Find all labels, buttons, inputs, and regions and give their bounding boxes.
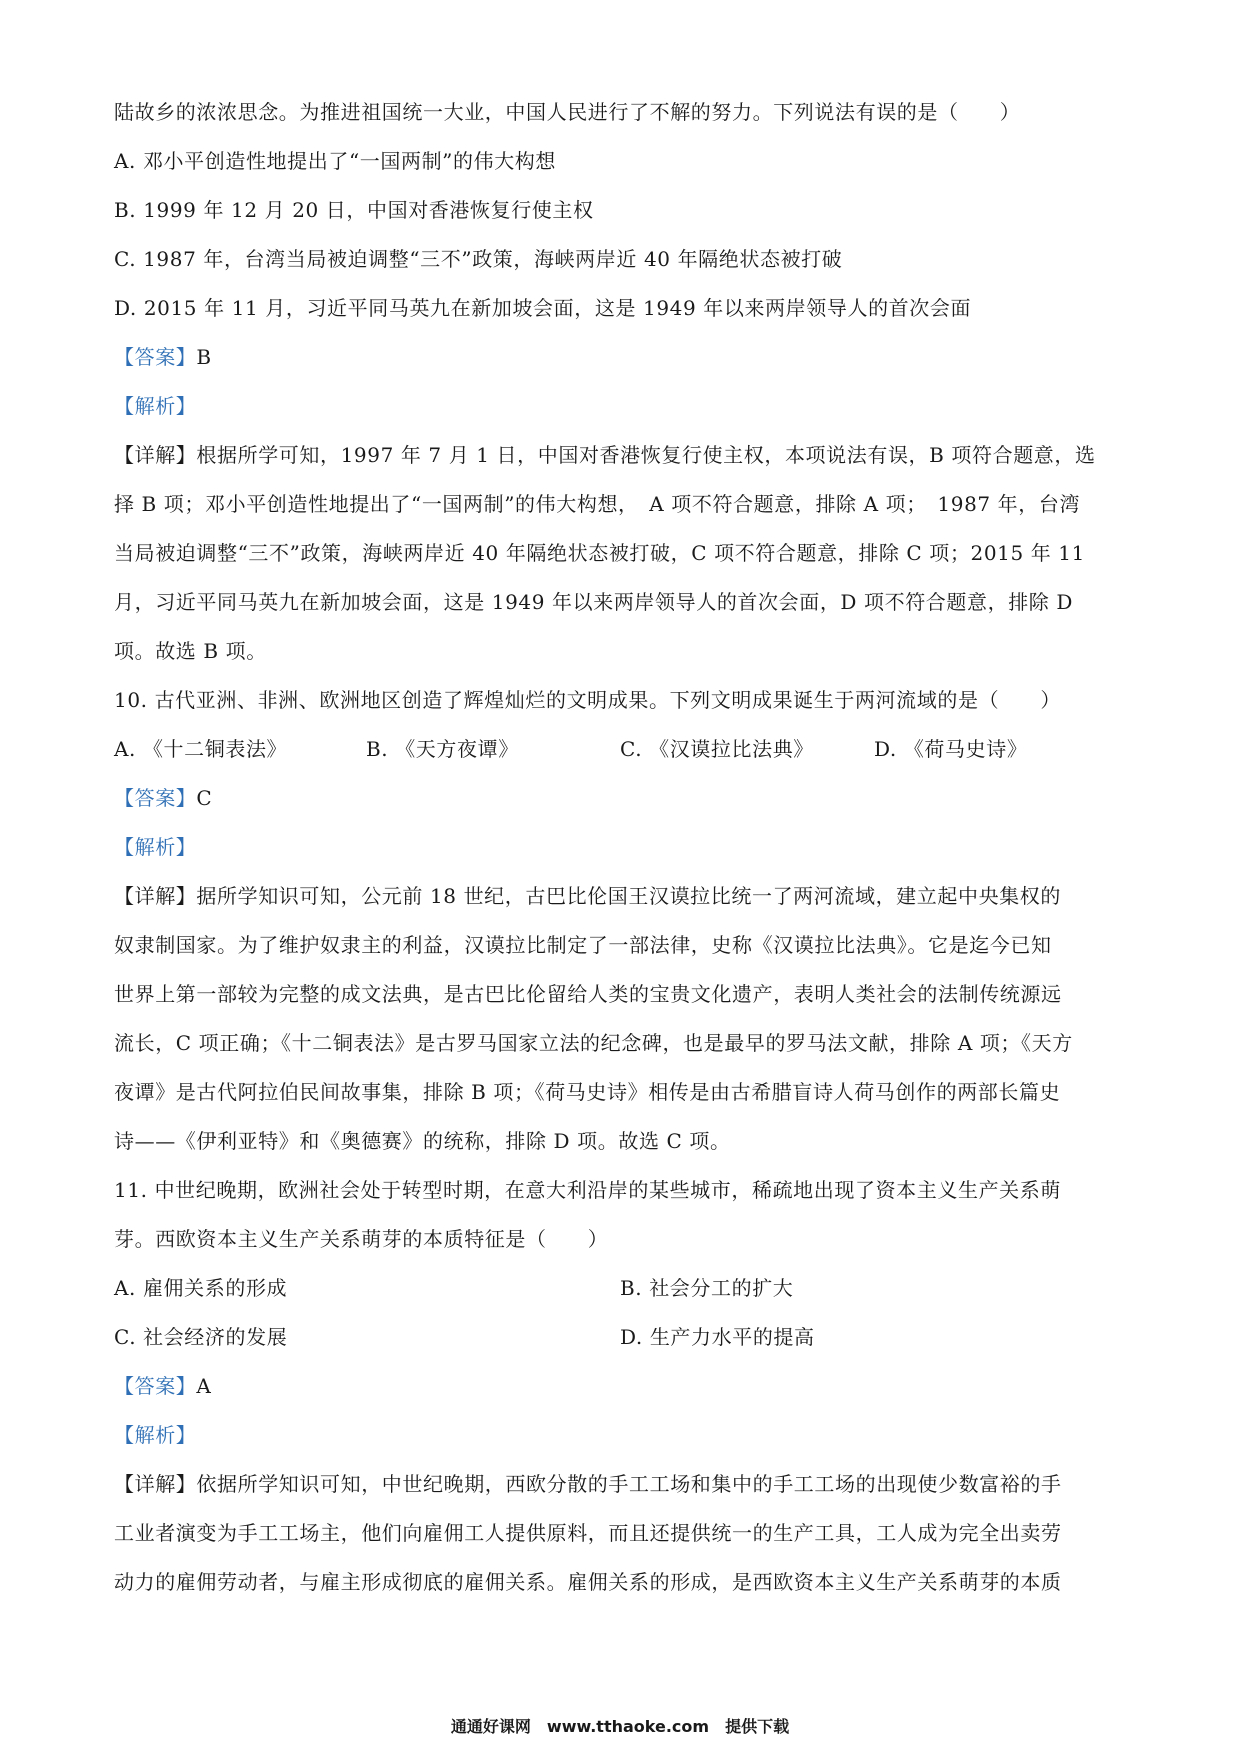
q9-option-b: B. 1999 年 12 月 20 日，中国对香港恢复行使主权 <box>114 198 594 222</box>
q11-options-row <box>114 1272 1126 1321</box>
q11-analysis <box>114 1419 1126 1468</box>
detail-line: 世界上第一部较为完整的成文法典，是古巴比伦留给人类的宝贵文化遗产，表明人类社会的法制传统源远 <box>114 982 1062 1006</box>
q9-option-a: A. 邓小平创造性地提出了“一国两制”的伟大构想 <box>114 149 557 173</box>
q10-option-a: A. 《十二铜表法》 <box>114 737 288 761</box>
q10-analysis <box>114 831 1126 880</box>
q11-answer <box>114 1370 1126 1419</box>
q10-option-b: B. 《天方夜谭》 <box>366 737 519 761</box>
question-11 <box>114 1174 1126 1615</box>
q9-option-d: D. 2015 年 11 月，习近平同马英九在新加坡会面，这是 1949 年以来两岸领导人的首次会面 <box>114 296 972 320</box>
detail-line: 流长，C 项正确；《十二铜表法》是古罗马国家立法的纪念碑，也是最早的罗马法文献，排除 A 项；《天方 <box>114 1031 1073 1055</box>
detail-line <box>114 1468 1126 1517</box>
detail-line: 工业者演变为手工工场主，他们向雇佣工人提供原料，而且还提供统一的生产工具，工人成为完全出卖劳 <box>114 1521 1062 1545</box>
detail-line <box>114 439 1126 488</box>
detail-tag: 【详解】 <box>114 1472 197 1496</box>
q9-stem-tail: 陆故乡的浓浓思念。为推进祖国统一大业，中国人民进行了不解的努力。下列说法有误的是（ ） <box>114 100 1021 124</box>
answer-value: A <box>196 1374 212 1398</box>
answer-value: B <box>196 345 212 369</box>
detail-line: 择 B 项；邓小平创造性地提出了“一国两制”的伟大构想， A 项不符合题意，排除 A 项； 1987 年，台湾 <box>114 492 1081 516</box>
q10-option-d: D. 《荷马史诗》 <box>874 737 1028 761</box>
q11-option-b: B. 社会分工的扩大 <box>620 1276 794 1300</box>
q11-detail <box>114 1468 1126 1615</box>
analysis-tag: 【解析】 <box>114 835 197 859</box>
detail-tag: 【详解】 <box>114 443 197 467</box>
q9-detail <box>114 439 1126 684</box>
analysis-tag: 【解析】 <box>114 394 197 418</box>
answer-value: C <box>196 786 213 810</box>
q11-option-a: A. 雇佣关系的形成 <box>114 1276 288 1300</box>
document-page <box>114 96 1126 1615</box>
q10-option-c: C. 《汉谟拉比法典》 <box>620 737 814 761</box>
analysis-tag: 【解析】 <box>114 1423 197 1447</box>
q11-stem-line: 芽。西欧资本主义生产关系萌芽的本质特征是（ ） <box>114 1227 609 1251</box>
page-footer: 通通好课网 www.tthaoke.com 提供下载 <box>450 1717 790 1736</box>
q9-answer <box>114 341 1126 390</box>
question-10 <box>114 684 1126 1174</box>
q11-option-d: D. 生产力水平的提高 <box>620 1325 815 1349</box>
q10-detail <box>114 880 1126 1174</box>
detail-line <box>114 880 1126 929</box>
detail-text: 据所学知识可知，公元前 18 世纪，古巴比伦国王汉谟拉比统一了两河流域，建立起中央集权的 <box>196 884 1061 908</box>
q10-options <box>114 733 1126 782</box>
q11-stem-line: 11. 中世纪晚期，欧洲社会处于转型时期，在意大利沿岸的某些城市，稀疏地出现了资本主义生产关系萌 <box>114 1178 1061 1202</box>
detail-line: 夜谭》是古代阿拉伯民间故事集，排除 B 项；《荷马史诗》相传是由古希腊盲诗人荷马创作的两部长篇史 <box>114 1080 1061 1104</box>
detail-line: 项。故选 B 项。 <box>114 639 267 663</box>
detail-line: 动力的雇佣劳动者，与雇主形成彻底的雇佣关系。雇佣关系的形成，是西欧资本主义生产关系萌芽的本质 <box>114 1570 1062 1594</box>
q11-options-row <box>114 1321 1126 1370</box>
answer-tag: 【答案】 <box>114 786 197 810</box>
answer-tag: 【答案】 <box>114 1374 197 1398</box>
detail-text: 依据所学知识可知，中世纪晚期，西欧分散的手工工场和集中的手工工场的出现使少数富裕的手 <box>196 1472 1062 1496</box>
question-9 <box>114 96 1126 684</box>
detail-line: 诗——《伊利亚特》和《奥德赛》的统称，排除 D 项。故选 C 项。 <box>114 1129 731 1153</box>
q9-option-c: C. 1987 年，台湾当局被迫调整“三不”政策，海峡两岸近 40 年隔绝状态被打破 <box>114 247 843 271</box>
q11-option-c: C. 社会经济的发展 <box>114 1325 288 1349</box>
detail-text: 根据所学可知，1997 年 7 月 1 日，中国对香港恢复行使主权，本项说法有误，B 项符合题意，选 <box>196 443 1096 467</box>
detail-line: 奴隶制国家。为了维护奴隶主的利益，汉谟拉比制定了一部法律，史称《汉谟拉比法典》。它是迄今已知 <box>114 933 1052 957</box>
detail-line: 当局被迫调整“三不”政策，海峡两岸近 40 年隔绝状态被打破，C 项不符合题意，排除 C 项；2015 年 11 <box>114 541 1085 565</box>
q10-answer <box>114 782 1126 831</box>
detail-tag: 【详解】 <box>114 884 197 908</box>
detail-line: 月，习近平同马英九在新加坡会面，这是 1949 年以来两岸领导人的首次会面，D 项不符合题意，排除 D <box>114 590 1073 614</box>
q10-stem: 10. 古代亚洲、非洲、欧洲地区创造了辉煌灿烂的文明成果。下列文明成果诞生于两河流域的是（ ） <box>114 688 1061 712</box>
q9-analysis <box>114 390 1126 439</box>
answer-tag: 【答案】 <box>114 345 197 369</box>
